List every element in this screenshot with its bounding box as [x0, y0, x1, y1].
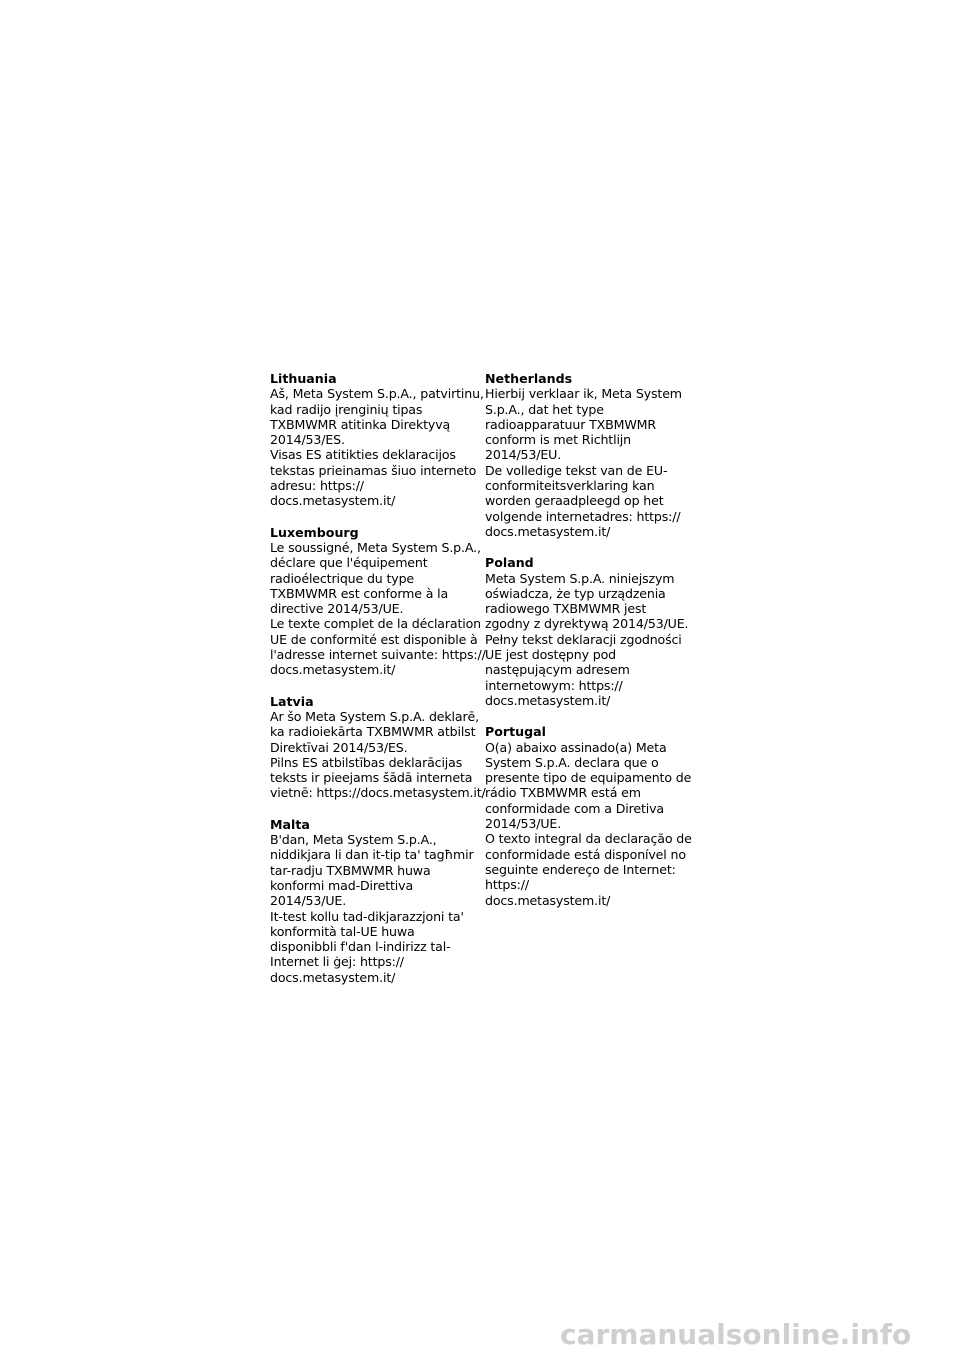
- section-portugal: [485, 724, 707, 908]
- section-title: Poland: [485, 555, 534, 571]
- section-body: B'dan, Meta System S.p.A., niddikjara li dan it-tip ta' tagħmir tar-radju TXBMWMR huwa konformi mad-Direttiva 2014/53/UE. It-test kollu tad-dikjarazzjoni ta' konformità tal-UE huwa disponibbli f'dan l-indirizz tal- Internet li ġej: https:// docs.metasystem.it/: [270, 832, 474, 985]
- section-lithuania: [270, 371, 492, 509]
- left-column: [270, 371, 492, 1001]
- section-luxembourg: [270, 525, 492, 678]
- section-poland: [485, 555, 707, 708]
- section-body: Le soussigné, Meta System S.p.A., déclare que l'équipement radioélectrique du type TXBMWMR est conforme à la directive 2014/53/UE. Le texte complet de la déclaration UE de conformité est disponible à l'adresse internet suivante: https:// docs.metasystem.it/: [270, 539, 486, 678]
- section-title: Portugal: [485, 724, 546, 740]
- section-body: Ar šo Meta System S.p.A. deklarē, ka radioiekārta TXBMWMR atbilst Direktīvai 2014/53/ES. Pilns ES atbilstības deklarācijas teksts ir pieejams šādā interneta vietnē: https://docs.metasystem.it/: [270, 708, 486, 801]
- section-latvia: [270, 694, 492, 801]
- section-title: Netherlands: [485, 371, 573, 386]
- section-title: Malta: [270, 816, 310, 832]
- section-body: Meta System S.p.A. niniejszym oświadcza, że typ urządzenia radiowego TXBMWMR jest zgodny z dyrektywą 2014/53/UE. Pełny tekst deklaracji zgodności UE jest dostępny pod następującym adresem internetowym: https:// docs.metasystem.it/: [485, 570, 689, 708]
- section-title: Luxembourg: [270, 524, 359, 540]
- section-body: Aš, Meta System S.p.A., patvirtinu, kad radijo įrenginių tipas TXBMWMR atitinka Direktyvą 2014/53/ES. Visas ES atitikties deklaracijos tekstas prieinamas šiuo interneto adresu: https:// docs.metasystem.it/: [270, 386, 484, 509]
- section-netherlands: [485, 371, 707, 539]
- section-body: O(a) abaixo assinado(a) Meta System S.p.A. declara que o presente tipo de equipamento de rádio TXBMWMR está em conformidade com a Diretiva 2014/53/UE. O texto integral da declaração de conformidade está disponível no seguinte endereço de Internet: https:// docs.metasystem.it/: [485, 739, 692, 908]
- section-malta: [270, 817, 492, 985]
- section-title: Latvia: [270, 693, 314, 709]
- section-title: Lithuania: [270, 371, 337, 386]
- right-column: [485, 371, 707, 924]
- section-body: Hierbij verklaar ik, Meta System S.p.A., dat het type radioapparatuur TXBMWMR conform is met Richtlijn 2014/53/EU. De volledige tekst van de EU- conformiteitsverklaring kan worden geraadpleegd op het volgende internetadres: https:// docs.metasystem.it/: [485, 386, 682, 539]
- watermark-text: carmanualsonline.info: [560, 1318, 912, 1351]
